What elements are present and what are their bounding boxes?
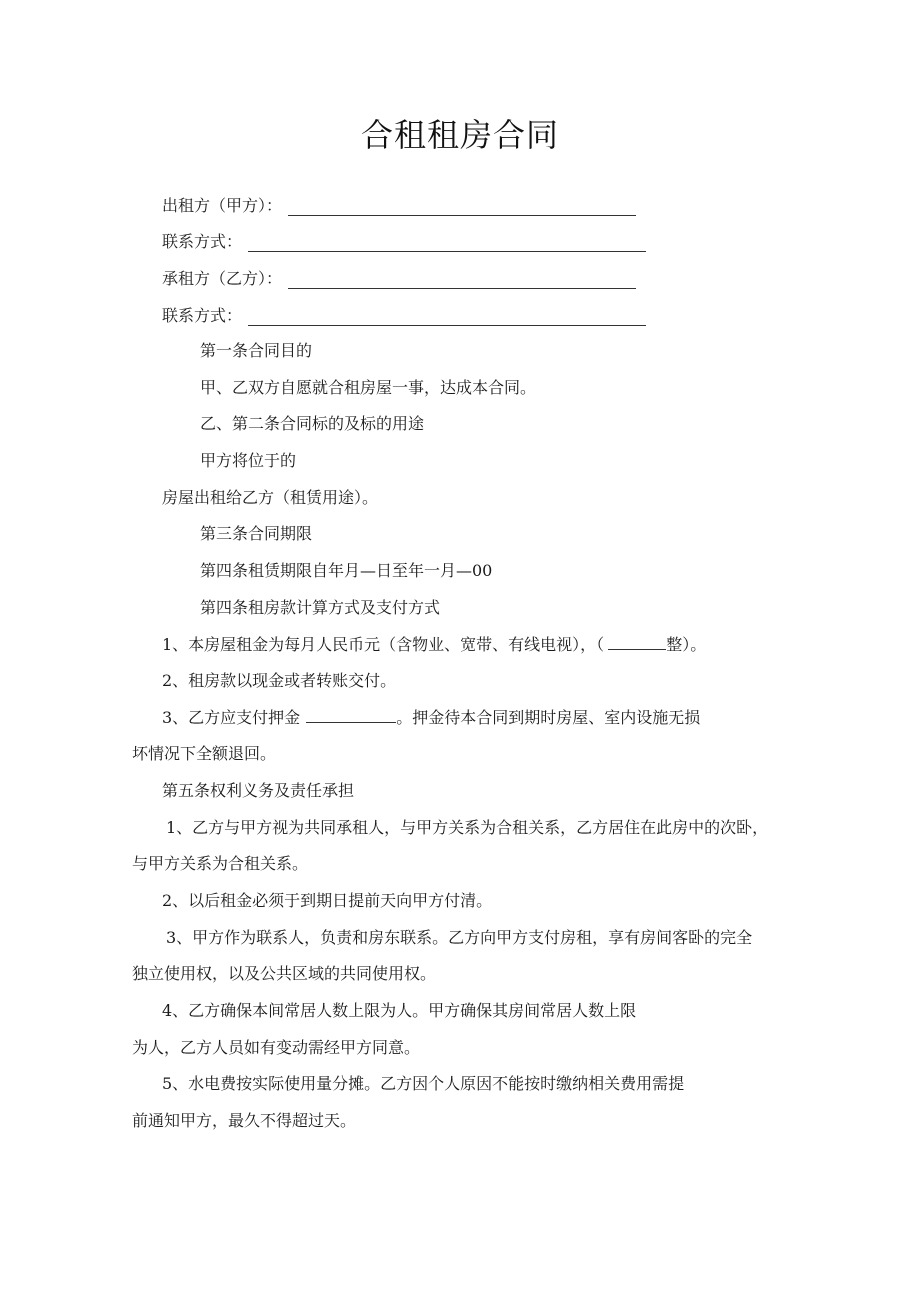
lessor-label: 出租方（甲方）： [162, 196, 283, 215]
article-3-heading: 第三条合同期限 [200, 524, 313, 543]
paragraph: 与甲方关系为合租关系。 [132, 854, 309, 873]
rent-clause-end: 整）。 [666, 635, 707, 654]
paragraph: 甲方将位于的 [200, 451, 297, 470]
article-5-heading: 第五条权利义务及责任承担 [162, 781, 355, 800]
lessee-field [162, 267, 636, 289]
lessee-contact-blank[interactable] [248, 309, 646, 326]
article-4-heading: 第四条租房款计算方式及支付方式 [200, 598, 441, 617]
rent-amount-blank[interactable] [608, 635, 666, 650]
lessee-contact-field [162, 304, 646, 326]
paragraph: 3、甲方作为联系人，负责和房东联系。乙方向甲方支付房租，享有房间客卧的完全 [166, 928, 753, 947]
paragraph: 前通知甲方，最久不得超过天。 [132, 1111, 357, 1130]
lessor-contact-blank[interactable] [248, 235, 646, 252]
paragraph: 甲、乙双方自愿就合租房屋一事，达成本合同。 [200, 378, 537, 397]
paragraph: 第四条租赁期限自年月—日至年一月—00 [200, 561, 493, 580]
paragraph: 为人，乙方人员如有变动需经甲方同意。 [132, 1038, 421, 1057]
paragraph: 4、乙方确保本间常居人数上限为人。甲方确保其房间常居人数上限 [162, 1001, 637, 1020]
rent-clause-text: 1、本房屋租金为每月人民币元（含物业、宽带、有线电视），（ [162, 635, 605, 654]
paragraph: 2、租房款以现金或者转账交付。 [162, 671, 397, 690]
lessor-contact-field [162, 230, 646, 252]
deposit-clause-text: 3、乙方应支付押金 [162, 708, 301, 727]
lessor-blank[interactable] [288, 199, 636, 216]
lessee-blank[interactable] [288, 272, 636, 289]
lessee-label: 承租方（乙方）： [162, 269, 283, 288]
document-title: 合租租房合同 [360, 116, 559, 154]
paragraph: 1、乙方与甲方视为共同承租人，与甲方关系为合租关系，乙方居住在此房中的次卧， [166, 818, 769, 837]
rent-clause [162, 634, 706, 656]
deposit-clause-end: 。押金待本合同到期时房屋、室内设施无损 [396, 708, 701, 727]
paragraph: 独立使用权，以及公共区域的共同使用权。 [132, 964, 437, 983]
article-2-heading: 乙、第二条合同标的及标的用途 [200, 414, 425, 433]
deposit-blank[interactable] [306, 708, 396, 723]
lessor-field [162, 194, 636, 216]
lessor-contact-label: 联系方式： [162, 232, 243, 251]
paragraph: 5、水电费按实际使用量分摊。乙方因个人原因不能按时缴纳相关费用需提 [162, 1074, 685, 1093]
lessee-contact-label: 联系方式： [162, 306, 243, 325]
paragraph: 房屋出租给乙方（租赁用途）。 [162, 488, 379, 507]
article-1-heading: 第一条合同目的 [200, 341, 313, 360]
deposit-clause [162, 707, 700, 729]
paragraph: 坏情况下全额退回。 [132, 744, 277, 763]
paragraph: 2、以后租金必须于到期日提前天向甲方付清。 [162, 891, 493, 910]
